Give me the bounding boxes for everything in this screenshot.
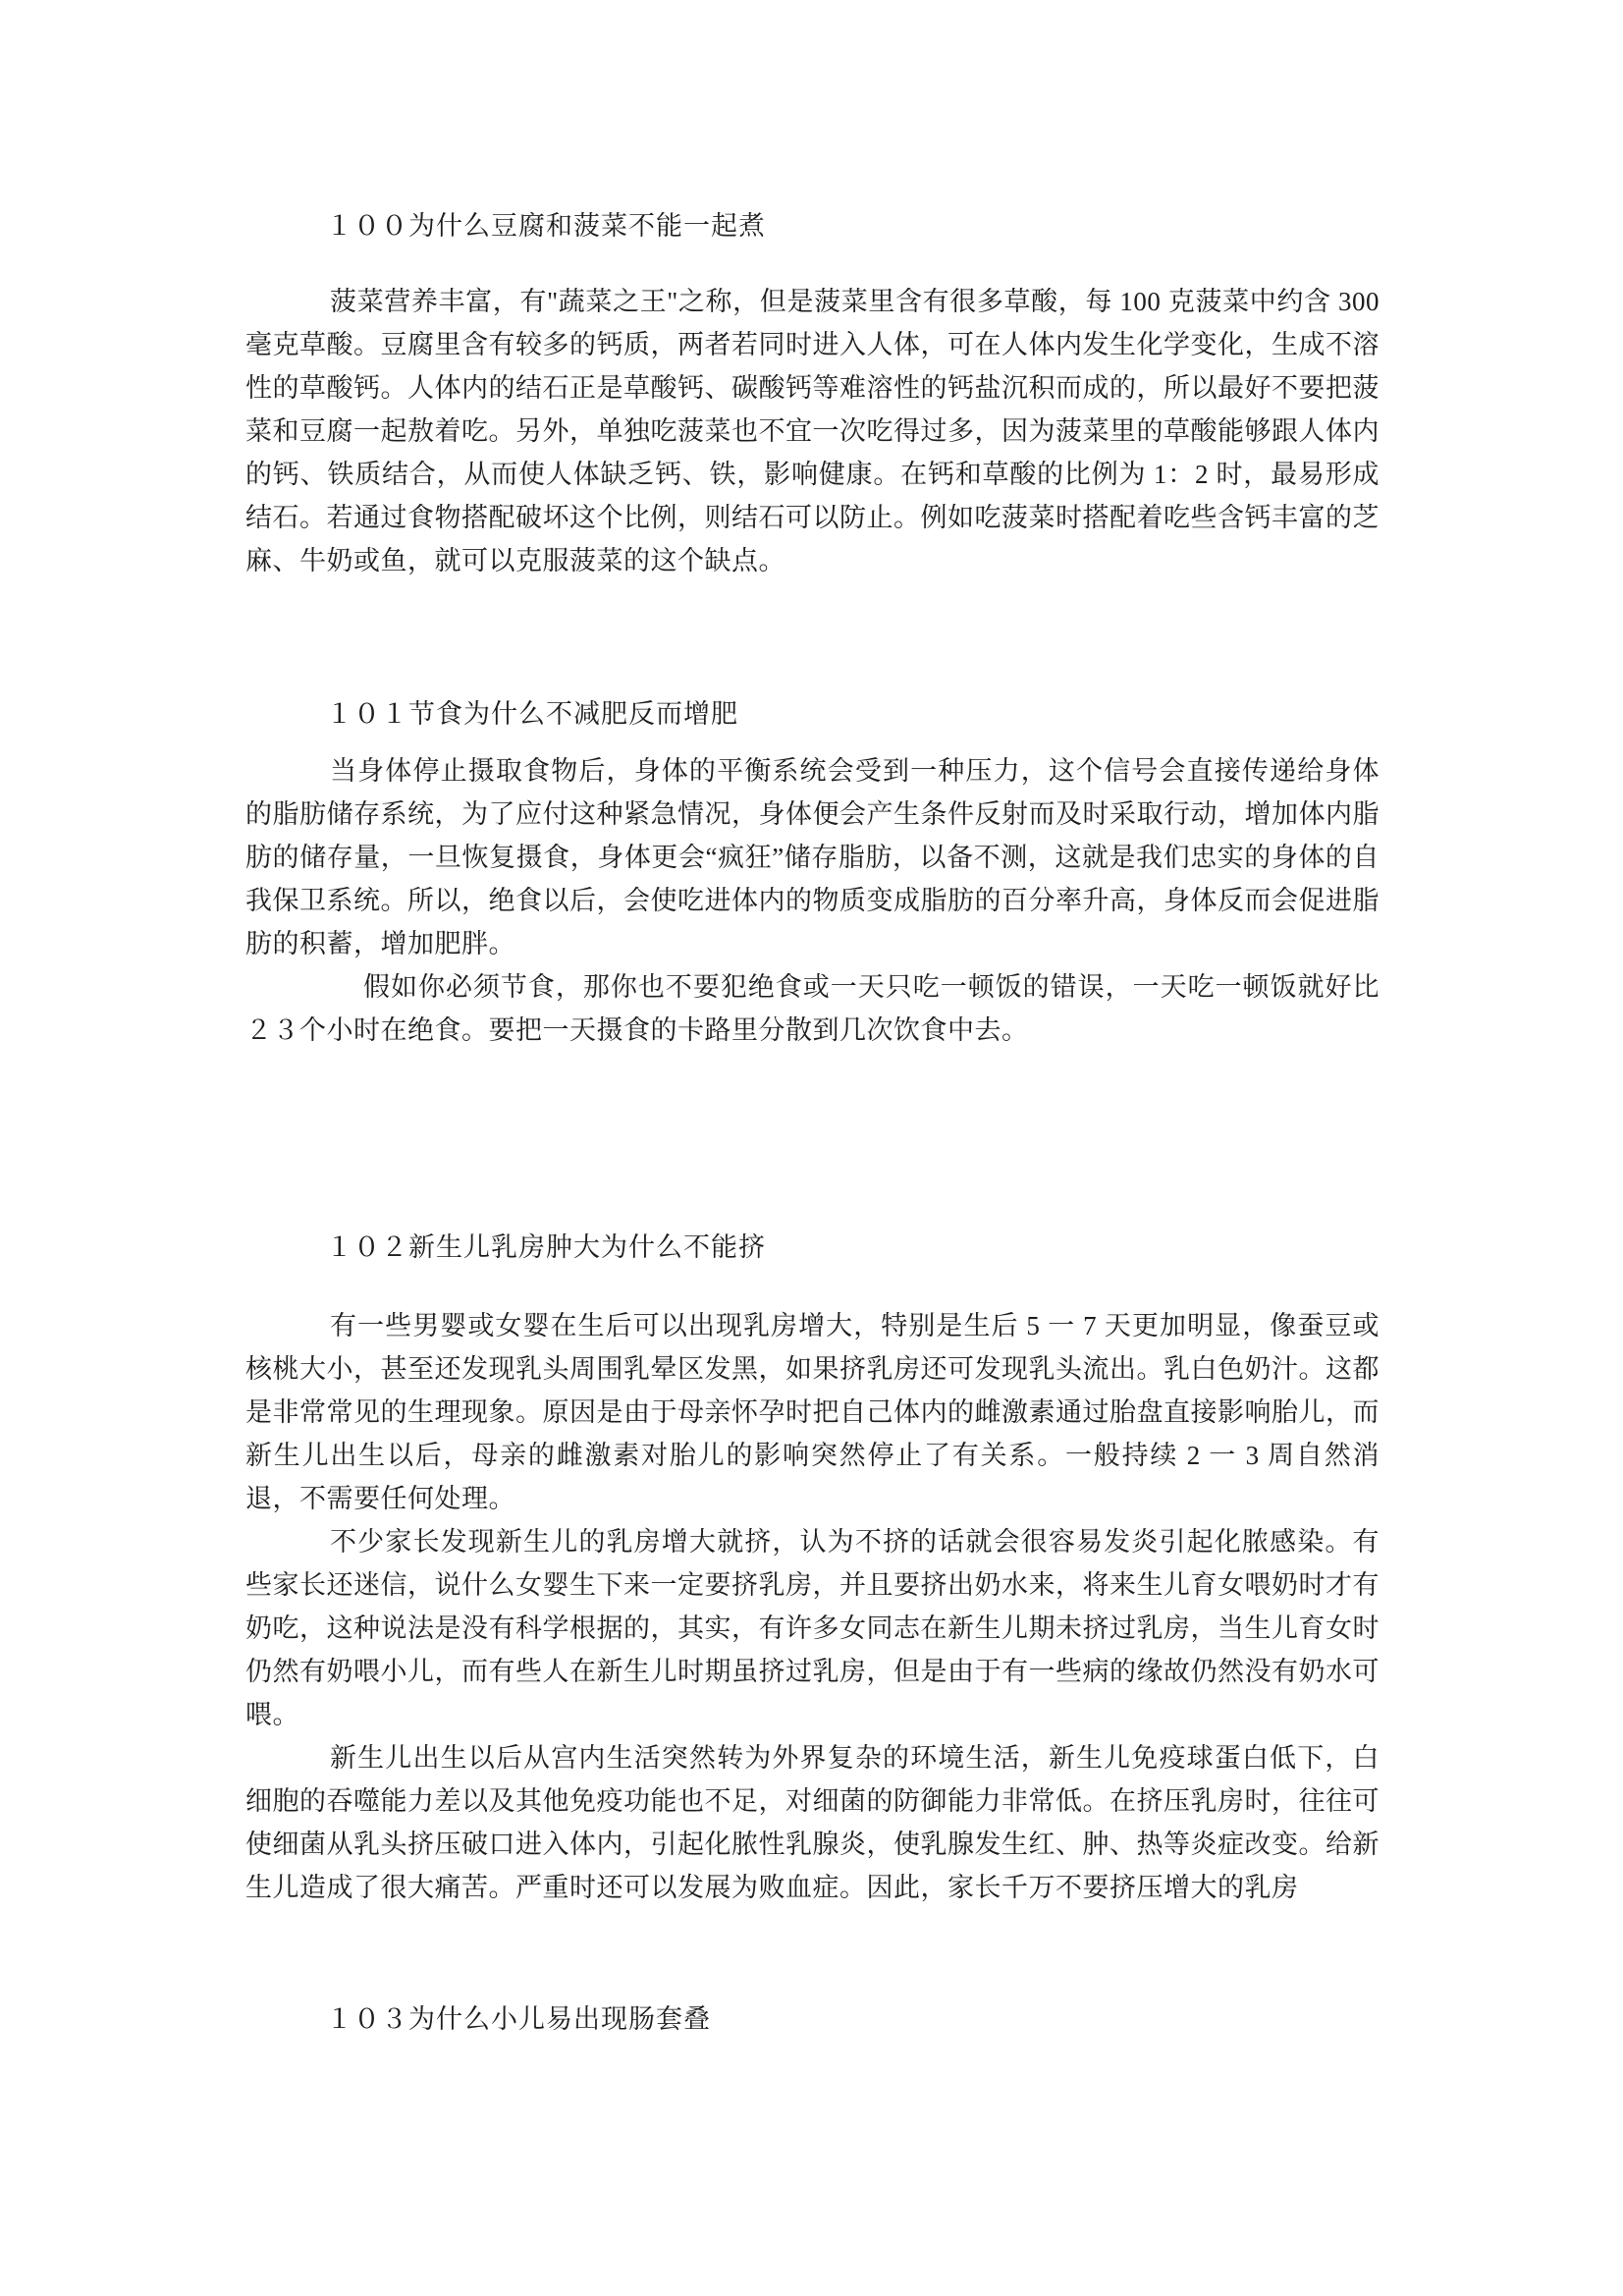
section-101 [245, 692, 1380, 1052]
section-102 [245, 1226, 1380, 1909]
section-102-paragraph-3: 新生儿出生以后从宫内生活突然转为外界复杂的环境生活，新生儿免疫球蛋白低下，白细胞的吞噬能力差以及其他免疫功能也不足，对细菌的防御能力非常低。在挤压乳房时，往往可使细菌从乳头挤压破口进入体内，引起化脓性乳腺炎，使乳腺发生红、肿、热等炎症改变。给新生儿造成了很大痛苦。严重时还可以发展为败血症。因此，家长千万不要挤压增大的乳房 [245, 1743, 1380, 1902]
section-102-paragraph-2: 不少家长发现新生儿的乳房增大就挤，认为不挤的话就会很容易发炎引起化脓感染。有些家长还迷信，说什么女婴生下来一定要挤乳房，并且要挤出奶水来，将来生儿育女喂奶时才有奶吃，这种说法是没有科学根据的，其实，有许多女同志在新生儿期未挤过乳房，当生儿育女时仍然有奶喂小儿，而有些人在新生儿时期虽挤过乳房，但是由于有一些病的缘故仍然没有奶水可喂。 [245, 1527, 1380, 1729]
section-103 [245, 1997, 1380, 2041]
section-100-title: １００为什么豆腐和菠菜不能一起煮 [326, 211, 766, 241]
section-100 [245, 204, 1380, 582]
section-102-paragraph-1: 有一些男婴或女婴在生后可以出现乳房增大，特别是生后 5 一 7 天更加明显，像蚕豆或核桃大小，甚至还发现乳头周围乳晕区发黑，如果挤乳房还可发现乳头流出。乳白色奶汁。这都是非常常见的生理现象。原因是由于母亲怀孕时把自己体内的雌激素通过胎盘直接影响胎儿，而新生儿出生以后，母亲的雌激素对胎儿的影响突然停止了有关系。一般持续 2 一 3 周自然消退，不需要任何处理。 [245, 1311, 1380, 1513]
section-101-paragraph-1: 当身体停止摄取食物后，身体的平衡系统会受到一种压力，这个信号会直接传递给身体的脂肪储存系统，为了应付这种紧急情况，身体便会产生条件反射而及时采取行动，增加体内脂肪的储存量，一旦恢复摄食，身体更会“疯狂”储存脂肪，以备不测，这就是我们忠实的身体的自我保卫系统。所以，绝食以后，会使吃进体内的物质变成脂肪的百分率升高，身体反而会促进脂肪的积蓄，增加肥胖。 [245, 756, 1380, 958]
section-101-paragraph-2: 假如你必须节食，那你也不要犯绝食或一天只吃一顿饭的错误，一天吃一顿饭就好比２３个小时在绝食。要把一天摄食的卡路里分散到几次饮食中去。 [245, 972, 1380, 1045]
section-102-title: １０２新生儿乳房肿大为什么不能挤 [326, 1232, 766, 1262]
section-103-title: １０３为什么小儿易出现肠套叠 [326, 2004, 711, 2034]
section-100-paragraph: 菠菜营养丰富，有"蔬菜之王"之称，但是菠菜里含有很多草酸，每 100 克菠菜中约含 300 毫克草酸。豆腐里含有较多的钙质，两者若同时进入人体，可在人体内发生化学变化，生成不溶性的草酸钙。人体内的结石正是草酸钙、碳酸钙等难溶性的钙盐沉积而成的，所以最好不要把菠菜和豆腐一起敖着吃。另外，单独吃菠菜也不宜一次吃得过多，因为菠菜里的草酸能够跟人体内的钙、铁质结合，从而使人体缺乏钙、铁，影响健康。在钙和草酸的比例为 1：2 时，最易形成结石。若通过食物搭配破坏这个比例，则结石可以防止。例如吃菠菜时搭配着吃些含钙丰富的芝麻、牛奶或鱼，就可以克服菠菜的这个缺点。 [245, 287, 1380, 575]
section-101-title: １０１节食为什么不减肥反而增肥 [326, 699, 738, 729]
